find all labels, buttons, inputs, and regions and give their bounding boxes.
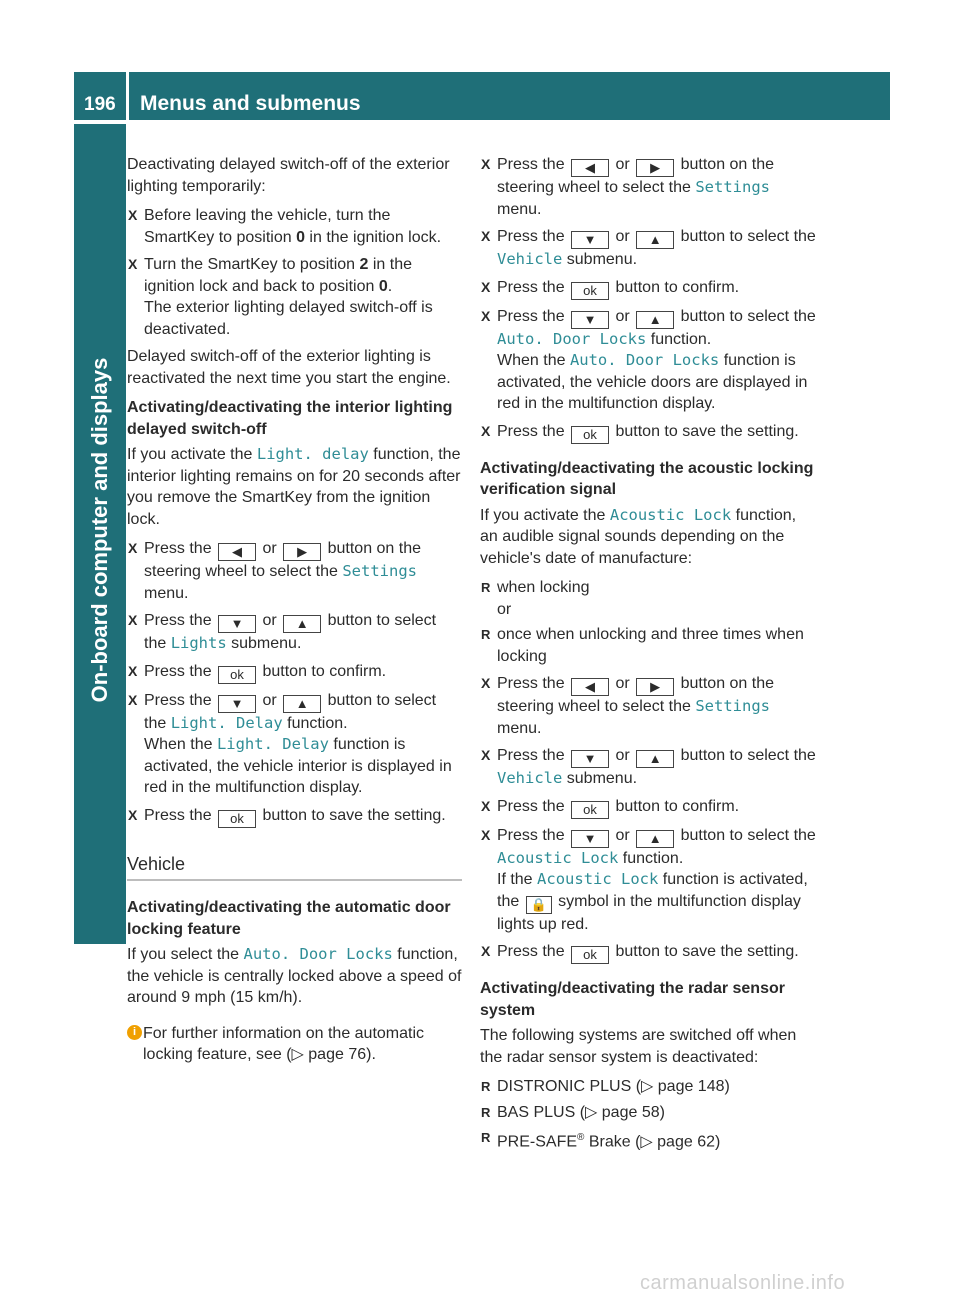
- down-arrow-key-icon: ▼: [218, 615, 256, 633]
- up-arrow-key-icon: ▲: [283, 695, 321, 713]
- step-confirm: X Press the ok button to confirm.: [480, 796, 818, 819]
- ok-key-icon: ok: [571, 801, 609, 819]
- up-arrow-key-icon: ▲: [283, 615, 321, 633]
- list-item: R BAS PLUS (▷ page 58): [480, 1102, 818, 1124]
- left-arrow-key-icon: ◀: [571, 159, 609, 177]
- step-select-settings: X Press the ◀ or ▶ button on the steering wheel to select the Settings menu.: [480, 673, 818, 739]
- radar-heading: Activating/deactivating the radar sensor system: [480, 980, 785, 1019]
- info-note: i For further information on the automatic locking feature, see (▷ page 76).: [127, 1023, 462, 1066]
- down-arrow-key-icon: ▼: [571, 830, 609, 848]
- lock-symbol-icon: 🔒: [526, 896, 552, 914]
- step-turn-key-0: X Before leaving the vehicle, turn the SmartKey to position 0 in the ignition lock.: [127, 205, 462, 248]
- down-arrow-key-icon: ▼: [218, 695, 256, 713]
- step-save: X Press the ok button to save the setting.: [127, 805, 462, 828]
- up-arrow-key-icon: ▲: [636, 231, 674, 249]
- list-item: R DISTRONIC PLUS (▷ page 148): [480, 1076, 818, 1098]
- reactivated-text: Delayed switch-off of the exterior lighting is reactivated the next time you start the engine.: [127, 348, 451, 387]
- step-select-acoustic-lock: X Press the ▼ or ▲ button to select the Acoustic Lock function. If the Acoustic Lock function is activated, the 🔒 symbol in the multifunction display lights up red.: [480, 825, 818, 936]
- interior-heading: Activating/deactivating the interior lighting delayed switch-off: [127, 399, 453, 438]
- ok-key-icon: ok: [218, 666, 256, 684]
- page-title: Menus and submenus: [140, 92, 361, 115]
- right-column: [480, 154, 818, 1157]
- auto-lock-text: If you select the Auto. Door Locks function, the vehicle is centrally locked above a speed of around 9 mph (15 km/h).: [127, 945, 462, 1006]
- auto-lock-heading: Activating/deactivating the automatic door locking feature: [127, 899, 451, 938]
- step-turn-key-2: X Turn the SmartKey to position 2 in the ignition lock and back to position 0. The exterior lighting delayed switch-off is deactivated.: [127, 254, 462, 340]
- down-arrow-key-icon: ▼: [571, 311, 609, 329]
- side-tab-label: On-board computer and displays: [87, 357, 112, 703]
- up-arrow-key-icon: ▲: [636, 830, 674, 848]
- interior-text: If you activate the Light. delay function, the interior lighting remains on for 20 seconds after you remove the SmartKey from the ignition lock.: [127, 445, 461, 528]
- list-item: R when locking or: [480, 577, 818, 620]
- ok-key-icon: ok: [218, 810, 256, 828]
- acoustic-heading: Activating/deactivating the acoustic locking verification signal: [480, 459, 814, 498]
- ok-key-icon: ok: [571, 426, 609, 444]
- right-arrow-key-icon: ▶: [636, 678, 674, 696]
- step-confirm: X Press the ok button to confirm.: [127, 661, 462, 684]
- step-save: X Press the ok button to save the setting.: [480, 421, 818, 444]
- ok-key-icon: ok: [571, 282, 609, 300]
- list-item: R PRE-SAFE® Brake (▷ page 62): [480, 1127, 818, 1153]
- right-arrow-key-icon: ▶: [636, 159, 674, 177]
- step-result: The exterior lighting delayed switch-off is deactivated.: [144, 299, 433, 338]
- step-save: X Press the ok button to save the setting.: [480, 941, 818, 964]
- step-select-vehicle: X Press the ▼ or ▲ button to select the Vehicle submenu.: [480, 745, 818, 790]
- up-arrow-key-icon: ▲: [636, 750, 674, 768]
- left-column: [127, 154, 462, 1074]
- info-icon: i: [127, 1025, 142, 1040]
- down-arrow-key-icon: ▼: [571, 750, 609, 768]
- radar-text: The following systems are switched off when the radar sensor system is deactivated:: [480, 1027, 797, 1066]
- step-select-settings: X Press the ◀ or ▶ button on the steering wheel to select the Settings menu.: [480, 154, 818, 220]
- watermark: carmanualsonline.info: [640, 1272, 846, 1294]
- step-select-lights: X Press the ▼ or ▲ button to select the Lights submenu.: [127, 610, 462, 655]
- step-select-auto-door-locks: X Press the ▼ or ▲ button to select the Auto. Door Locks function. When the Auto. Door Locks function is activated, the vehicle doors are displayed in red in the multifunction display.: [480, 306, 818, 415]
- step-confirm: X Press the ok button to confirm.: [480, 277, 818, 300]
- ok-key-icon: ok: [571, 946, 609, 964]
- acoustic-text: If you activate the Acoustic Lock function, an audible signal sounds depending on the vehicle's date of manufacture:: [480, 505, 797, 567]
- left-arrow-key-icon: ◀: [218, 543, 256, 561]
- up-arrow-key-icon: ▲: [636, 311, 674, 329]
- list-item: R once when unlocking and three times when locking: [480, 624, 818, 667]
- left-arrow-key-icon: ◀: [571, 678, 609, 696]
- down-arrow-key-icon: ▼: [571, 231, 609, 249]
- step-select-light-delay: X Press the ▼ or ▲ button to select the Light. Delay function. When the Light. Delay function is activated, the vehicle interior is displayed in red in the multifunction display.: [127, 690, 462, 799]
- section-heading-vehicle: Vehicle: [127, 854, 462, 882]
- step-select-settings: X Press the ◀ or ▶ button on the steering wheel to select the Settings menu.: [127, 538, 462, 604]
- step-select-vehicle: X Press the ▼ or ▲ button to select the Vehicle submenu.: [480, 226, 818, 271]
- right-arrow-key-icon: ▶: [283, 543, 321, 561]
- intro-text: Deactivating delayed switch-off of the exterior lighting temporarily:: [127, 156, 450, 195]
- page-number: 196: [84, 94, 116, 115]
